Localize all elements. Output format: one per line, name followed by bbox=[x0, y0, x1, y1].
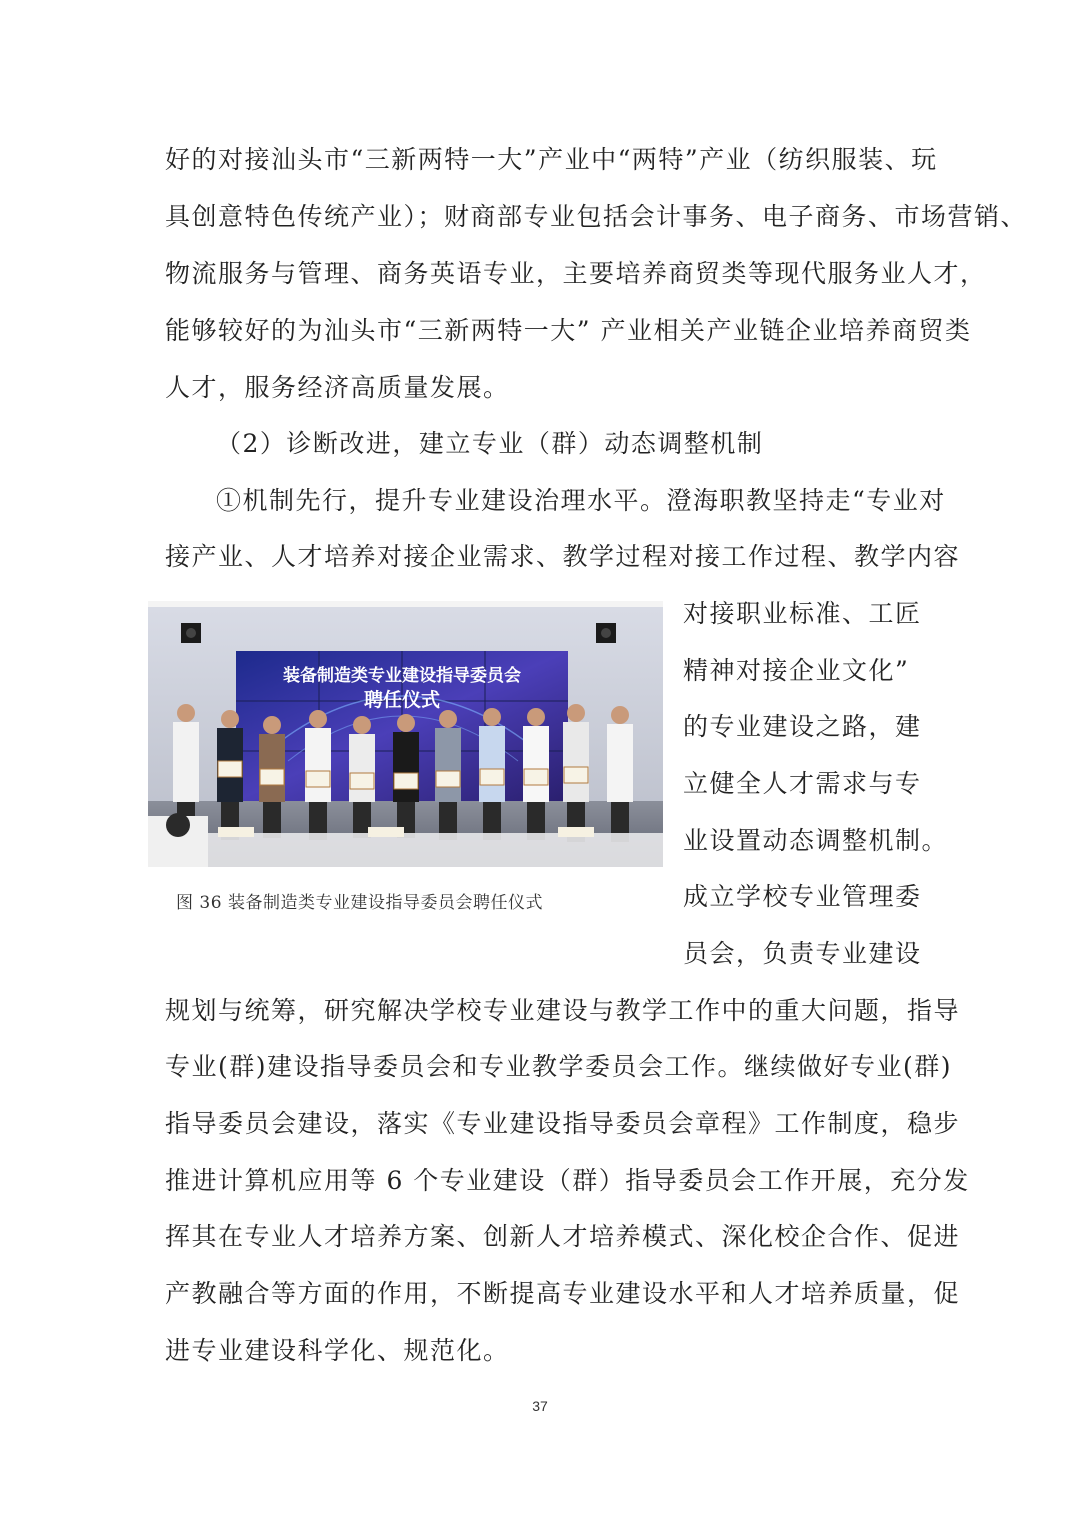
body-line: 产教融合等方面的作用，不断提高专业建设水平和人才培养质量，促 bbox=[165, 1279, 961, 1308]
section-heading: （2）诊断改进，建立专业（群）动态调整机制 bbox=[216, 429, 764, 458]
body-line: 好的对接汕头市“三新两特一大”产业中“两特”产业（纺织服装、玩 bbox=[165, 145, 938, 174]
body-line: 物流服务与管理、商务英语专业，主要培养商贸类等现代服务业人才， bbox=[165, 259, 987, 288]
body-line: 挥其在专业人才培养方案、创新人才培养模式、深化校企合作、促进 bbox=[165, 1222, 961, 1251]
body-line: 专业(群)建设指导委员会和专业教学委员会工作。继续做好专业(群) bbox=[165, 1052, 953, 1081]
ceremony-photo bbox=[148, 601, 663, 867]
screen-title: 装备制造类专业建设指导委员会 bbox=[283, 666, 521, 686]
body-line: 人才，服务经济高质量发展。 bbox=[165, 373, 510, 402]
wrap-line: 立健全人才需求与专 bbox=[683, 769, 922, 798]
body-line: 指导委员会建设，落实《专业建设指导委员会章程》工作制度，稳步 bbox=[165, 1109, 961, 1138]
body-line: 推进计算机应用等 6 个专业建设（群）指导委员会工作开展，充分发 bbox=[165, 1166, 970, 1195]
wrap-line: 员会，负责专业建设 bbox=[683, 939, 922, 968]
body-line: 能够较好的为汕头市“三新两特一大” 产业相关产业链企业培养商贸类 bbox=[165, 316, 972, 345]
body-line: 规划与统筹，研究解决学校专业建设与教学工作中的重大问题，指导 bbox=[165, 996, 961, 1025]
body-line: 进专业建设科学化、规范化。 bbox=[165, 1336, 510, 1365]
wrap-line: 的专业建设之路，建 bbox=[683, 712, 922, 741]
body-line: ①机制先行，提升专业建设治理水平。澄海职教坚持走“专业对 bbox=[216, 486, 946, 515]
wrap-line: 业设置动态调整机制。 bbox=[683, 826, 949, 855]
wrap-line: 成立学校专业管理委 bbox=[683, 882, 922, 911]
wrap-line: 对接职业标准、工匠 bbox=[683, 599, 922, 628]
figure-photo bbox=[148, 601, 663, 867]
screen-subtitle: 聘任仪式 bbox=[363, 689, 441, 711]
page-number: 37 bbox=[532, 1398, 548, 1414]
wrap-line: 精神对接企业文化” bbox=[683, 656, 910, 685]
figure-caption: 图 36 装备制造类专业建设指导委员会聘任仪式 bbox=[176, 893, 543, 913]
body-line: 具创意特色传统产业）；财商部专业包括会计事务、电子商务、市场营销、 bbox=[165, 202, 1028, 231]
body-line: 接产业、人才培养对接企业需求、教学过程对接工作过程、教学内容 bbox=[165, 542, 961, 571]
